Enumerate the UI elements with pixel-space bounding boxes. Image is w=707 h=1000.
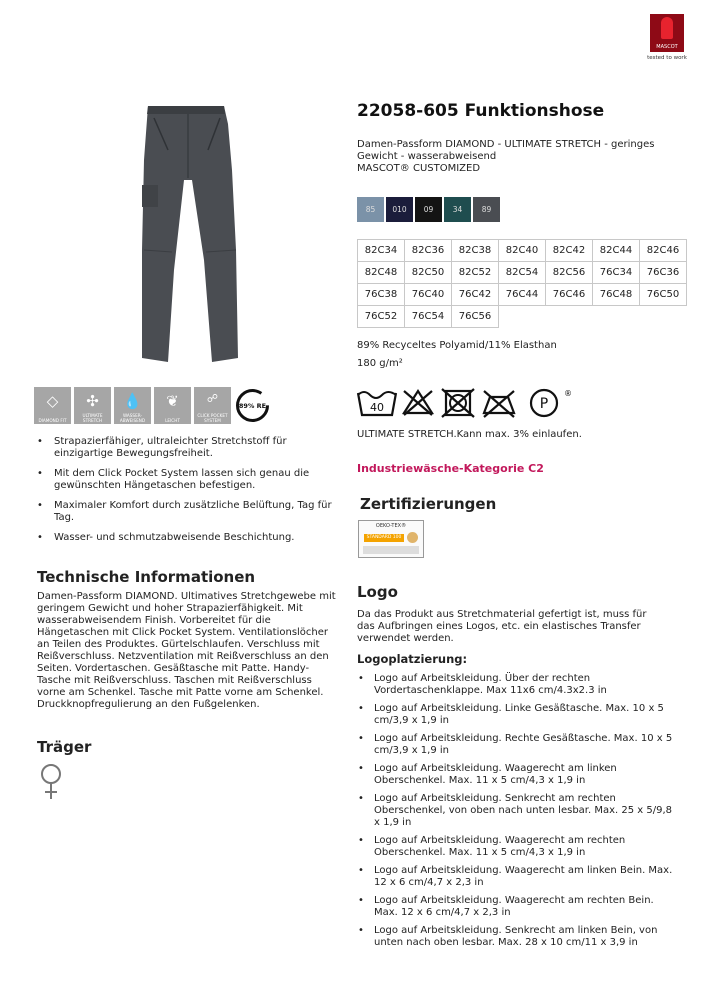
product-title: 22058-605 Funktionshose bbox=[357, 101, 605, 121]
brand-tagline: tested to work bbox=[647, 55, 687, 61]
feature-label: CLICK POCKET SYSTEM bbox=[197, 413, 228, 423]
feature-label: LEICHT bbox=[165, 418, 180, 423]
wash-40-icon bbox=[358, 392, 396, 415]
subtitle-line: Damen-Passform DIAMOND - ULTIMATE STRETCH - geringes bbox=[357, 139, 655, 150]
size-cell: 82C44 bbox=[593, 240, 640, 262]
size-cell: 76C42 bbox=[452, 284, 499, 306]
size-cell: 76C50 bbox=[640, 284, 687, 306]
size-cell: 76C36 bbox=[640, 262, 687, 284]
product-image bbox=[128, 100, 248, 370]
certifications-heading: Zertifizierungen bbox=[360, 495, 497, 513]
registered-mark: ® bbox=[564, 389, 572, 398]
wash-temp: 40 bbox=[370, 401, 384, 414]
material-info bbox=[357, 337, 557, 373]
list-item: • Logo auf Arbeitskleidung. Waagerecht am rechten Oberschenkel. Max. 11 x 5 cm/4,3 x 1,9 in bbox=[357, 835, 677, 859]
swatch-code: 010 bbox=[392, 205, 407, 214]
logo-text: MASCOT bbox=[656, 44, 678, 50]
list-item: • Logo auf Arbeitskleidung. Rechte Gesäßtasche. Max. 10 x 5 cm/3,9 x 1,9 in bbox=[357, 733, 677, 757]
size-cell: 76C48 bbox=[593, 284, 640, 306]
color-swatch-85[interactable] bbox=[357, 197, 384, 222]
size-cell: 76C56 bbox=[452, 306, 499, 328]
care-note: ULTIMATE STRETCH.Kann max. 3% einlaufen. bbox=[357, 429, 582, 440]
color-swatch-09[interactable] bbox=[415, 197, 442, 222]
size-row bbox=[358, 262, 687, 284]
list-item: • Maximaler Komfort durch zusätzliche Belüftung, Tag für Tag. bbox=[37, 500, 337, 524]
feature-label: WASSER-ABWEISEND bbox=[119, 413, 146, 423]
feature-label: 89% RE bbox=[238, 402, 267, 410]
swatch-code: 34 bbox=[452, 205, 463, 214]
product-subtitle bbox=[357, 139, 657, 175]
size-cell: 82C36 bbox=[405, 240, 452, 262]
swatch-code: 09 bbox=[423, 205, 434, 214]
color-swatches bbox=[357, 197, 500, 222]
feature-label: DIAMOND FIT bbox=[38, 418, 67, 423]
ultimate-stretch-icon: ✣ ULTIMATE STRETCH bbox=[74, 387, 111, 424]
industrial-category: Industriewäsche-Kategorie C2 bbox=[357, 462, 544, 475]
dry-clean-p-icon bbox=[531, 389, 572, 416]
material-weight: 180 g/m² bbox=[357, 358, 403, 369]
size-cell: 82C52 bbox=[452, 262, 499, 284]
logo-placement-list bbox=[357, 673, 677, 955]
list-item: • Logo auf Arbeitskleidung. Waagerecht am rechten Bein. Max. 12 x 6 cm/4,7 x 2,3 in bbox=[357, 895, 677, 919]
size-table bbox=[357, 239, 687, 328]
swatch-code: 89 bbox=[481, 205, 492, 214]
size-cell: 82C46 bbox=[640, 240, 687, 262]
logo-heading: Logo bbox=[357, 583, 398, 601]
size-cell: 76C40 bbox=[405, 284, 452, 306]
benefits-list bbox=[37, 436, 337, 552]
color-swatch-010[interactable] bbox=[386, 197, 413, 222]
size-cell: 76C34 bbox=[593, 262, 640, 284]
wearer-heading: Träger bbox=[37, 738, 92, 756]
size-cell: 82C54 bbox=[499, 262, 546, 284]
technical-text: Damen-Passform DIAMOND. Ultimatives Stretchgewebe mit geringem Gewicht und hoher Strapazierfähigkeit. Mit wasserabweisendem Finish. Vorbereitet für die Hängetaschen mit Click Pocket System. Ventilationslöcher an Teilen des Produktes. Gürtelschlaufen. Verschluss mit Reißverschluss. Netzventilation mit Reißverschluss an den Seiten. Vordertaschen. Gesäßtasche mit Patte. Handy-Tasche mit Reißverschluss. Taschen mit Reißverschluss vorne am Schenkel. Tasche mit Patte vorne am Schenkel. Druckknopfregulierung an den Fußgelenken. bbox=[37, 591, 336, 710]
click-pocket-icon: ☍ CLICK POCKET SYSTEM bbox=[194, 387, 231, 424]
subtitle-line: Gewicht - wasserabweisend bbox=[357, 151, 497, 162]
oeko-badge-line: STANDARD 100 bbox=[364, 534, 404, 542]
size-row bbox=[358, 306, 687, 328]
no-iron-icon bbox=[484, 391, 514, 417]
technical-heading: Technische Informationen bbox=[37, 568, 256, 586]
size-cell: 82C50 bbox=[405, 262, 452, 284]
no-bleach-icon bbox=[404, 391, 432, 415]
material-composition: 89% Recyceltes Polyamid/11% Elasthan bbox=[357, 340, 557, 351]
list-item: • Logo auf Arbeitskleidung. Senkrecht am linken Bein, von unten nach oben lesbar. Max. 28 x 10 cm/11 x 3,9 in bbox=[357, 925, 677, 949]
oeko-seal-icon bbox=[407, 532, 418, 543]
oeko-tex-badge bbox=[358, 520, 424, 558]
color-swatch-89[interactable] bbox=[473, 197, 500, 222]
color-swatch-34[interactable] bbox=[444, 197, 471, 222]
water-repellent-icon: 💧 WASSER-ABWEISEND bbox=[114, 387, 151, 424]
female-symbol-icon bbox=[38, 763, 64, 801]
size-cell: 76C52 bbox=[358, 306, 405, 328]
list-item: • Logo auf Arbeitskleidung. Über der rechten Vordertaschenklappe. Max 11x6 cm/4.3x2.3 in bbox=[357, 673, 677, 697]
logo-text: Da das Produkt aus Stretchmaterial gefertigt ist, muss für das Aufbringen eines Logos, etc. ein elastisches Transfer verwendet werden. bbox=[357, 609, 647, 644]
size-cell: 82C56 bbox=[546, 262, 593, 284]
size-cell: 76C54 bbox=[405, 306, 452, 328]
list-item: • Strapazierfähiger, ultraleichter Stretchstoff für einzigartige Bewegungsfreiheit. bbox=[37, 436, 337, 460]
list-item: • Wasser- und schmutzabweisende Beschichtung. bbox=[37, 532, 337, 544]
subtitle-line: MASCOT® CUSTOMIZED bbox=[357, 163, 481, 174]
list-item: • Logo auf Arbeitskleidung. Waagerecht am linken Bein. Max. 12 x 6 cm/4,7 x 2,3 in bbox=[357, 865, 677, 889]
mascot-figure-icon bbox=[661, 17, 673, 39]
dry-clean-letter: P bbox=[539, 396, 549, 412]
size-cell: 76C44 bbox=[499, 284, 546, 306]
list-item: • Logo auf Arbeitskleidung. Senkrecht am rechten Oberschenkel, von oben nach unten lesbar. Max. 25 x 5/9,8 x 1,9 in bbox=[357, 793, 677, 829]
recycled-icon bbox=[234, 387, 271, 424]
swatch-code: 85 bbox=[365, 205, 376, 214]
size-cell: 82C34 bbox=[358, 240, 405, 262]
size-cell: 82C48 bbox=[358, 262, 405, 284]
size-cell: 82C38 bbox=[452, 240, 499, 262]
mascot-logo bbox=[650, 14, 684, 52]
list-item: • Logo auf Arbeitskleidung. Linke Gesäßtasche. Max. 10 x 5 cm/3,9 x 1,9 in bbox=[357, 703, 677, 727]
list-item: • Logo auf Arbeitskleidung. Waagerecht am linken Oberschenkel. Max. 11 x 5 cm/4,3 x 1,9 in bbox=[357, 763, 677, 787]
oeko-badge-line: OEKO-TEX® bbox=[375, 523, 407, 529]
size-cell: 76C46 bbox=[546, 284, 593, 306]
size-cell: 76C38 bbox=[358, 284, 405, 306]
lightweight-icon: ❦ LEICHT bbox=[154, 387, 191, 424]
care-symbols bbox=[356, 387, 576, 421]
logo-placement-heading: Logoplatzierung: bbox=[357, 652, 468, 666]
feature-label: ULTIMATE STRETCH bbox=[82, 413, 103, 423]
diamond-fit-icon: ◇ DIAMOND FIT bbox=[34, 387, 71, 424]
size-cell: 82C40 bbox=[499, 240, 546, 262]
size-cell: 82C42 bbox=[546, 240, 593, 262]
size-row bbox=[358, 284, 687, 306]
size-row bbox=[358, 240, 687, 262]
feature-icons bbox=[34, 387, 271, 424]
no-tumble-dry-icon bbox=[442, 389, 474, 417]
oeko-badge-footer bbox=[363, 546, 419, 554]
list-item: • Mit dem Click Pocket System lassen sich genau die gewünschten Hängetaschen befestigen. bbox=[37, 468, 337, 492]
